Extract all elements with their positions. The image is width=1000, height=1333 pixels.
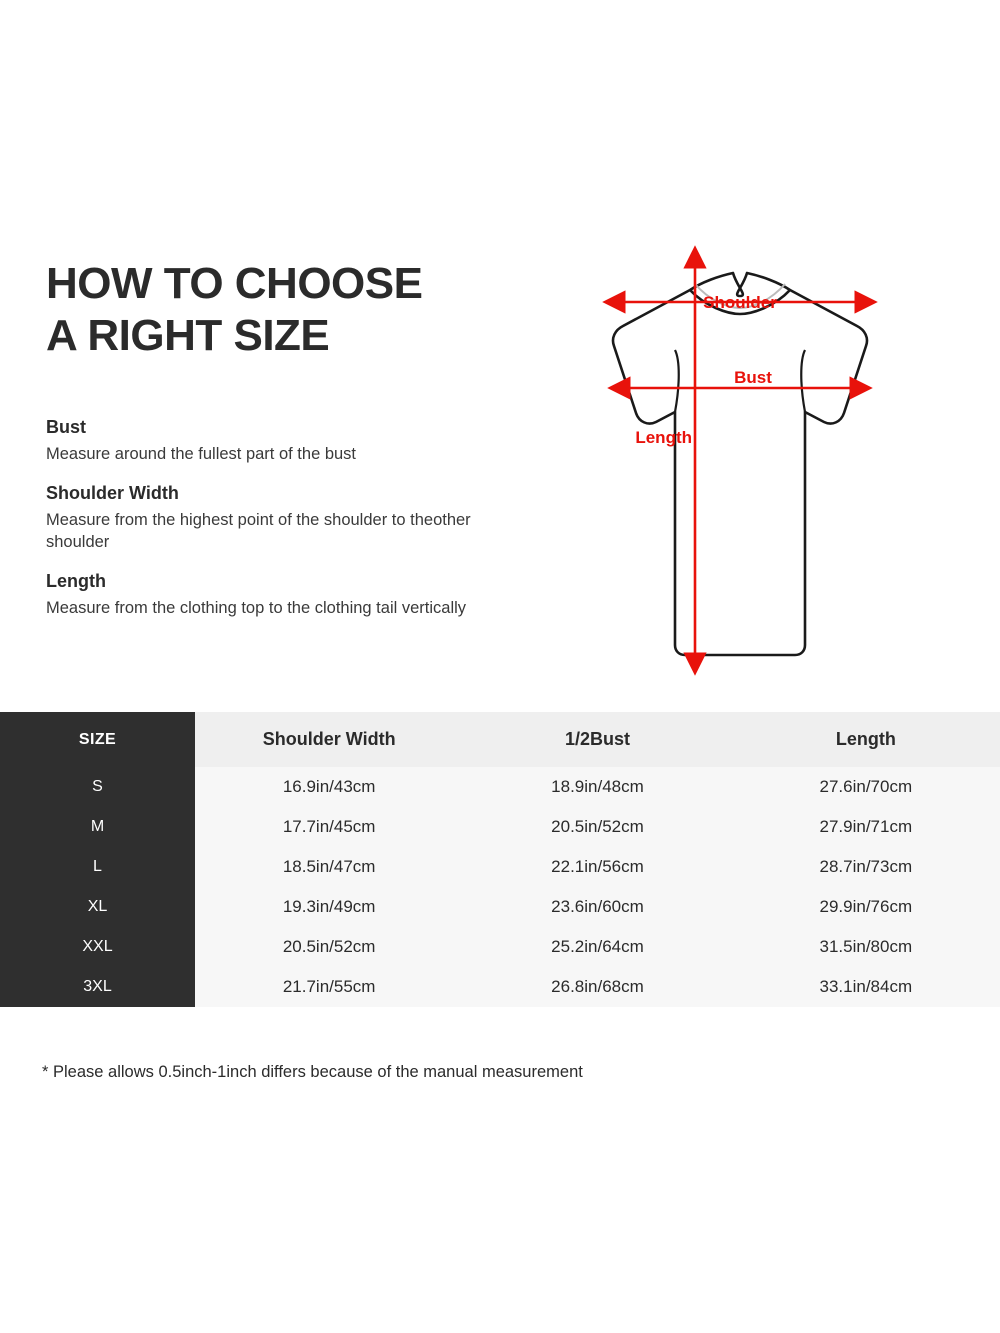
definition-length-term: Length bbox=[46, 571, 106, 591]
tshirt-outline bbox=[613, 273, 867, 655]
cell-half-bust: 18.9in/48cm bbox=[463, 767, 731, 807]
cell-length: 33.1in/84cm bbox=[732, 967, 1000, 1007]
cell-half-bust: 26.8in/68cm bbox=[463, 967, 731, 1007]
cell-half-bust: 25.2in/64cm bbox=[463, 927, 731, 967]
cell-shoulder-width: 17.7in/45cm bbox=[195, 807, 463, 847]
tshirt-diagram bbox=[505, 240, 975, 690]
column-header-half-bust: 1/2Bust bbox=[463, 712, 731, 767]
measurement-note: * Please allows 0.5inch-1inch differs because of the manual measurement bbox=[42, 1063, 583, 1081]
definition-shoulder-width-desc: Measure from the highest point of the shoulder to theother shoulder bbox=[46, 511, 471, 551]
cell-length: 27.6in/70cm bbox=[732, 767, 1000, 807]
bust-label: Bust bbox=[734, 368, 772, 387]
cell-length: 27.9in/71cm bbox=[732, 807, 1000, 847]
table-row bbox=[0, 927, 1000, 967]
column-header-shoulder-width: Shoulder Width bbox=[195, 712, 463, 767]
definition-length-desc: Measure from the clothing top to the clothing tail vertically bbox=[46, 599, 467, 617]
cell-half-bust: 23.6in/60cm bbox=[463, 887, 731, 927]
definition-bust bbox=[46, 414, 506, 465]
cell-shoulder-width: 16.9in/43cm bbox=[195, 767, 463, 807]
size-table-area bbox=[0, 712, 1000, 1032]
table-row bbox=[0, 887, 1000, 927]
cell-size: XL bbox=[0, 887, 195, 927]
cell-size: XXL bbox=[0, 927, 195, 967]
shoulder-label: Shoulder bbox=[703, 293, 777, 312]
page-title bbox=[46, 258, 516, 362]
cell-length: 31.5in/80cm bbox=[732, 927, 1000, 967]
cell-shoulder-width: 21.7in/55cm bbox=[195, 967, 463, 1007]
cell-size: 3XL bbox=[0, 967, 195, 1007]
cell-shoulder-width: 18.5in/47cm bbox=[195, 847, 463, 887]
definition-length bbox=[46, 568, 506, 619]
table-header-row bbox=[0, 712, 1000, 767]
footer-whitespace bbox=[0, 1120, 1000, 1333]
page-title-line-2: A RIGHT SIZE bbox=[46, 311, 330, 360]
cell-shoulder-width: 20.5in/52cm bbox=[195, 927, 463, 967]
cell-size: S bbox=[0, 767, 195, 807]
cell-half-bust: 22.1in/56cm bbox=[463, 847, 731, 887]
length-label: Length bbox=[635, 428, 692, 447]
table-row bbox=[0, 767, 1000, 807]
measurement-definitions bbox=[46, 414, 506, 634]
cell-length: 29.9in/76cm bbox=[732, 887, 1000, 927]
table-row bbox=[0, 807, 1000, 847]
column-header-size: SIZE bbox=[0, 712, 195, 767]
definition-shoulder-width-term: Shoulder Width bbox=[46, 483, 179, 503]
definition-bust-term: Bust bbox=[46, 417, 86, 437]
table-row bbox=[0, 967, 1000, 1007]
cell-length: 28.7in/73cm bbox=[732, 847, 1000, 887]
definition-shoulder-width bbox=[46, 480, 506, 553]
page-title-line-1: HOW TO CHOOSE bbox=[46, 259, 423, 308]
cell-shoulder-width: 19.3in/49cm bbox=[195, 887, 463, 927]
table-row bbox=[0, 847, 1000, 887]
cell-half-bust: 20.5in/52cm bbox=[463, 807, 731, 847]
definition-bust-desc: Measure around the fullest part of the bust bbox=[46, 445, 357, 463]
cell-size: L bbox=[0, 847, 195, 887]
cell-size: M bbox=[0, 807, 195, 847]
size-table bbox=[0, 712, 1000, 1007]
column-header-length: Length bbox=[732, 712, 1000, 767]
